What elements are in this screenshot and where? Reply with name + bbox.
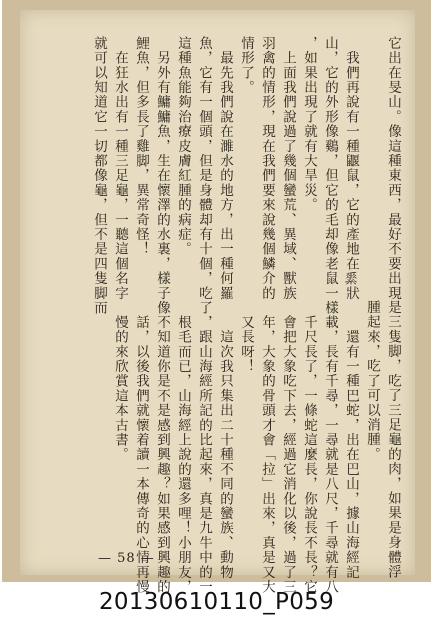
text-column-bottom: 千尺長了，一條蛇這麼長，你說長不長？它 — [301, 315, 317, 595]
text-column-top: 鯉魚，但多長了雞脚，異常奇怪！ — [133, 36, 149, 257]
text-column-bottom: 根毛而已，山海經上說的還多哩！小朋友， — [175, 315, 191, 595]
text-column-top: 最先我們說在濉水的地方，出一種何羅 — [217, 36, 233, 301]
text-column-top: ，如果出現了就有大旱災。 — [301, 36, 317, 213]
text-column-bottom: ，跟山海經所記的比起來，真是九牛中的一 — [196, 315, 212, 595]
text-column-top: 這種魚能夠治療皮膚紅腫的病症。 — [175, 36, 191, 257]
text-column-top: 羽禽的情形，現在我們要來說幾個鱗介的 — [259, 36, 275, 301]
text-column-bottom: 載，長有千尋，一尋就是八尺，千尋就有八 — [322, 315, 338, 595]
text-column-top: 我們再說有一種鼴鼠，它的產地在𦃃狀 — [343, 36, 359, 301]
text-column-bottom: 慢的來欣賞這本古書。 — [112, 315, 128, 462]
text-column-top: 情形了。 — [238, 36, 254, 95]
text-column-top: 就可以知道它一切都像龜，但不是四隻脚而 — [91, 36, 107, 316]
text-column-top: 魚，它有一個頭，但是身體却有十個，吃了 — [196, 36, 212, 316]
scanned-page-background — [2, 0, 431, 595]
text-column-bottom: 這次我只集出二十種不同的蠻族、動物 — [217, 315, 233, 580]
text-column-bottom: 話，以後我們就懷着讀一本傳奇的心情再慢 — [133, 315, 149, 595]
archive-caption: 20130610110_P059 — [98, 589, 335, 615]
text-column-bottom: 不知道你是不是感到興趣？如果感到興趣的 — [154, 315, 170, 595]
text-column-top: 它出在旻山。像這種東西，最好不要出現 — [385, 36, 401, 301]
text-column-bottom: 會把大象吃下去，經過它消化以後，過了三 — [280, 315, 296, 595]
text-column-top: 另外有鱅鱅魚，生在懷澤的水裏，樣子像 — [154, 36, 170, 316]
page-number: — 58 — — [98, 551, 155, 566]
text-column-top: 山，它的外形像鷄，但它的毛却像老鼠一樣 — [322, 36, 338, 316]
text-column-top: 在狂水出有一種三足龜，一聽這個名字 — [112, 36, 128, 301]
text-column-bottom: 還有一種巴蛇，出在巴山，據山海經記 — [343, 315, 359, 580]
text-column-top: 上面我們說過了幾個蠻荒、異域、獸族 — [280, 36, 296, 301]
book-page — [20, 10, 415, 595]
text-column-bottom: 又長呀！ — [238, 315, 254, 374]
text-column-bottom: 是三隻脚，吃了三足龜的肉，如果是身體浮 — [385, 300, 401, 580]
text-column-bottom: 腫起來，吃了可以消腫。 — [364, 300, 380, 462]
text-column-bottom: 年，大象的骨頭才會「拉」出來，真是又大 — [259, 315, 275, 595]
